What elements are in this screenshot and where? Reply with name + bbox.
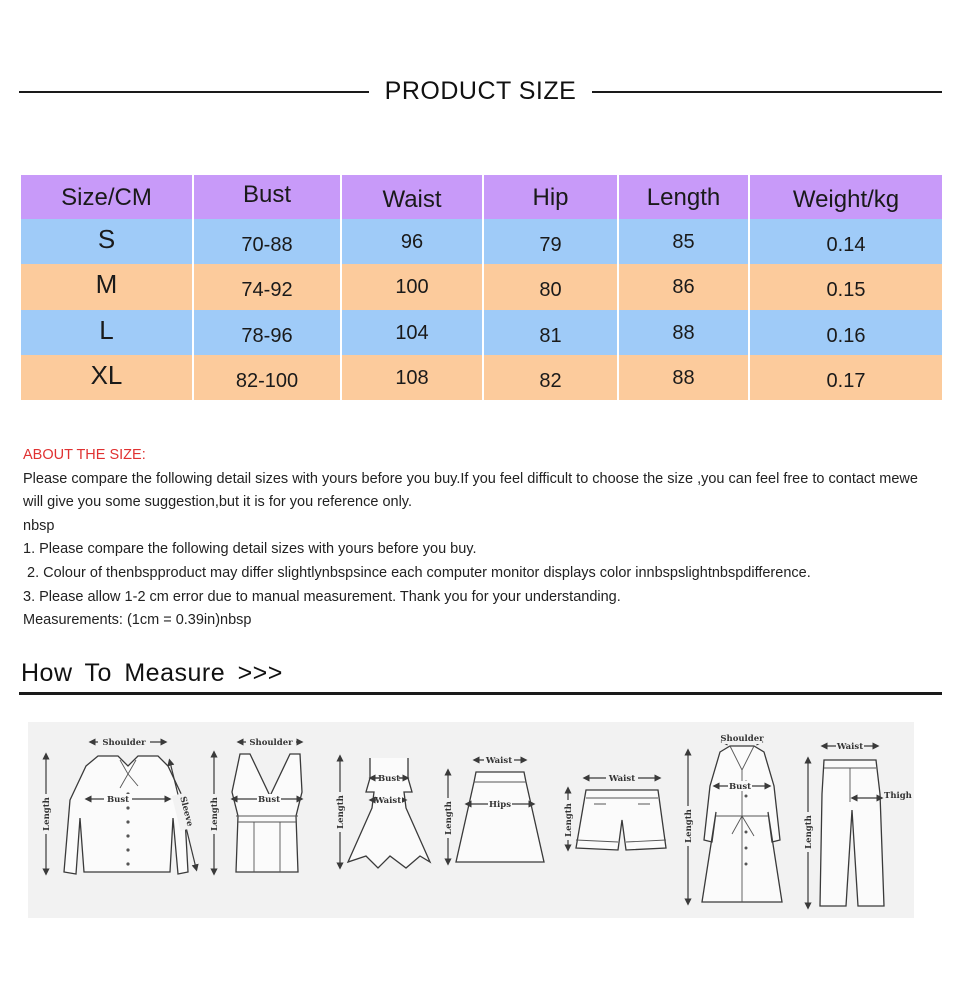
length-label: Length — [42, 797, 52, 831]
waist-cell: 96 — [341, 219, 483, 264]
pants-figure-icon — [802, 741, 912, 906]
coat-figure-icon — [682, 734, 782, 902]
weight-cell: 0.15 — [749, 264, 943, 309]
bust-label: Bust — [377, 774, 401, 784]
column-header-size: Size/CM — [20, 175, 193, 219]
size-cell: L — [20, 310, 193, 355]
bust-cell: 70-88 — [193, 219, 341, 264]
column-header-length: Length — [618, 175, 749, 219]
thigh-label: Thigh — [884, 791, 912, 801]
waist-cell: 100 — [341, 264, 483, 309]
bust-label: Bust — [106, 795, 130, 805]
dress-figure-icon — [334, 758, 430, 868]
bust-cell: 74-92 — [193, 264, 341, 309]
table-row — [20, 310, 943, 355]
column-header-waist: Waist — [341, 175, 483, 219]
length-label: Length — [804, 815, 814, 849]
length-label: Length — [684, 809, 694, 843]
hip-cell: 79 — [483, 219, 618, 264]
length-cell: 88 — [618, 310, 749, 355]
about-line: Measurements: (1cm = 0.39in)nbsp — [23, 612, 252, 629]
skirt-figure-icon — [442, 755, 544, 862]
waist-label: Waist — [836, 742, 864, 752]
size-table-header-row — [20, 175, 943, 219]
waist-label: Waist — [608, 774, 636, 784]
shoulder-label: Shoulder — [102, 738, 146, 748]
size-cell: M — [20, 264, 193, 309]
sleeve-label: Sleeve — [177, 795, 195, 828]
product-size-header — [0, 72, 960, 112]
waist-cell: 108 — [341, 355, 483, 400]
column-header-weight: Weight/kg — [749, 175, 943, 219]
hips-label: Hips — [489, 800, 511, 810]
hip-cell: 80 — [483, 264, 618, 309]
bust-cell: 82-100 — [193, 355, 341, 400]
title-divider-left — [19, 91, 369, 93]
length-label: Length — [444, 801, 454, 835]
column-header-hip: Hip — [483, 175, 618, 219]
about-size-title: ABOUT THE SIZE: — [23, 447, 146, 463]
length-label: Length — [564, 803, 574, 837]
how-to-measure-divider — [19, 692, 942, 695]
weight-cell: 0.17 — [749, 355, 943, 400]
size-cell: S — [20, 219, 193, 264]
about-line: nbsp — [23, 517, 55, 534]
blouse-figure-icon — [40, 737, 196, 874]
hip-cell: 82 — [483, 355, 618, 400]
length-cell: 85 — [618, 219, 749, 264]
waist-cell: 104 — [341, 310, 483, 355]
measurement-figures — [28, 722, 914, 918]
size-cell: XL — [20, 355, 193, 400]
table-row — [20, 219, 943, 264]
hip-cell: 81 — [483, 310, 618, 355]
tank-top-figure-icon — [208, 737, 302, 872]
waist-label: Waist — [374, 796, 402, 806]
length-label: Length — [210, 797, 220, 831]
table-row — [20, 264, 943, 309]
about-size-section — [23, 444, 943, 633]
about-line: 1. Please compare the following detail sizes with yours before you buy. — [23, 541, 477, 558]
shoulder-label: Shoulder — [249, 738, 293, 748]
bust-label: Bust — [728, 782, 752, 792]
shorts-figure-icon — [562, 773, 666, 850]
how-to-measure-title: How To Measure >>> — [21, 659, 283, 687]
bust-label: Bust — [257, 795, 281, 805]
length-cell: 88 — [618, 355, 749, 400]
bust-cell: 78-96 — [193, 310, 341, 355]
waist-label: Waist — [485, 756, 513, 766]
about-line: 2. Colour of thenbspproduct may differ slightlynbspsince each computer monitor displays color innbspslightnbspdifference. — [23, 564, 811, 581]
weight-cell: 0.14 — [749, 219, 943, 264]
column-header-bust: Bust — [193, 175, 341, 219]
weight-cell: 0.16 — [749, 310, 943, 355]
title-divider-right — [592, 91, 942, 93]
length-cell: 86 — [618, 264, 749, 309]
shoulder-label: Shoulder — [720, 734, 764, 744]
about-line: will give you some suggestion,but it is for you reference only. — [23, 494, 413, 511]
about-line: 3. Please allow 1-2 cm error due to manual measurement. Thank you for your understanding. — [23, 588, 621, 605]
table-row — [20, 355, 943, 400]
page-title: PRODUCT SIZE — [384, 77, 577, 105]
length-label: Length — [336, 795, 346, 829]
about-line: Please compare the following detail sizes with yours before you buy.If you feel difficult to choose the size ,you can feel free to contact mewe — [23, 470, 918, 487]
size-table — [19, 175, 944, 400]
